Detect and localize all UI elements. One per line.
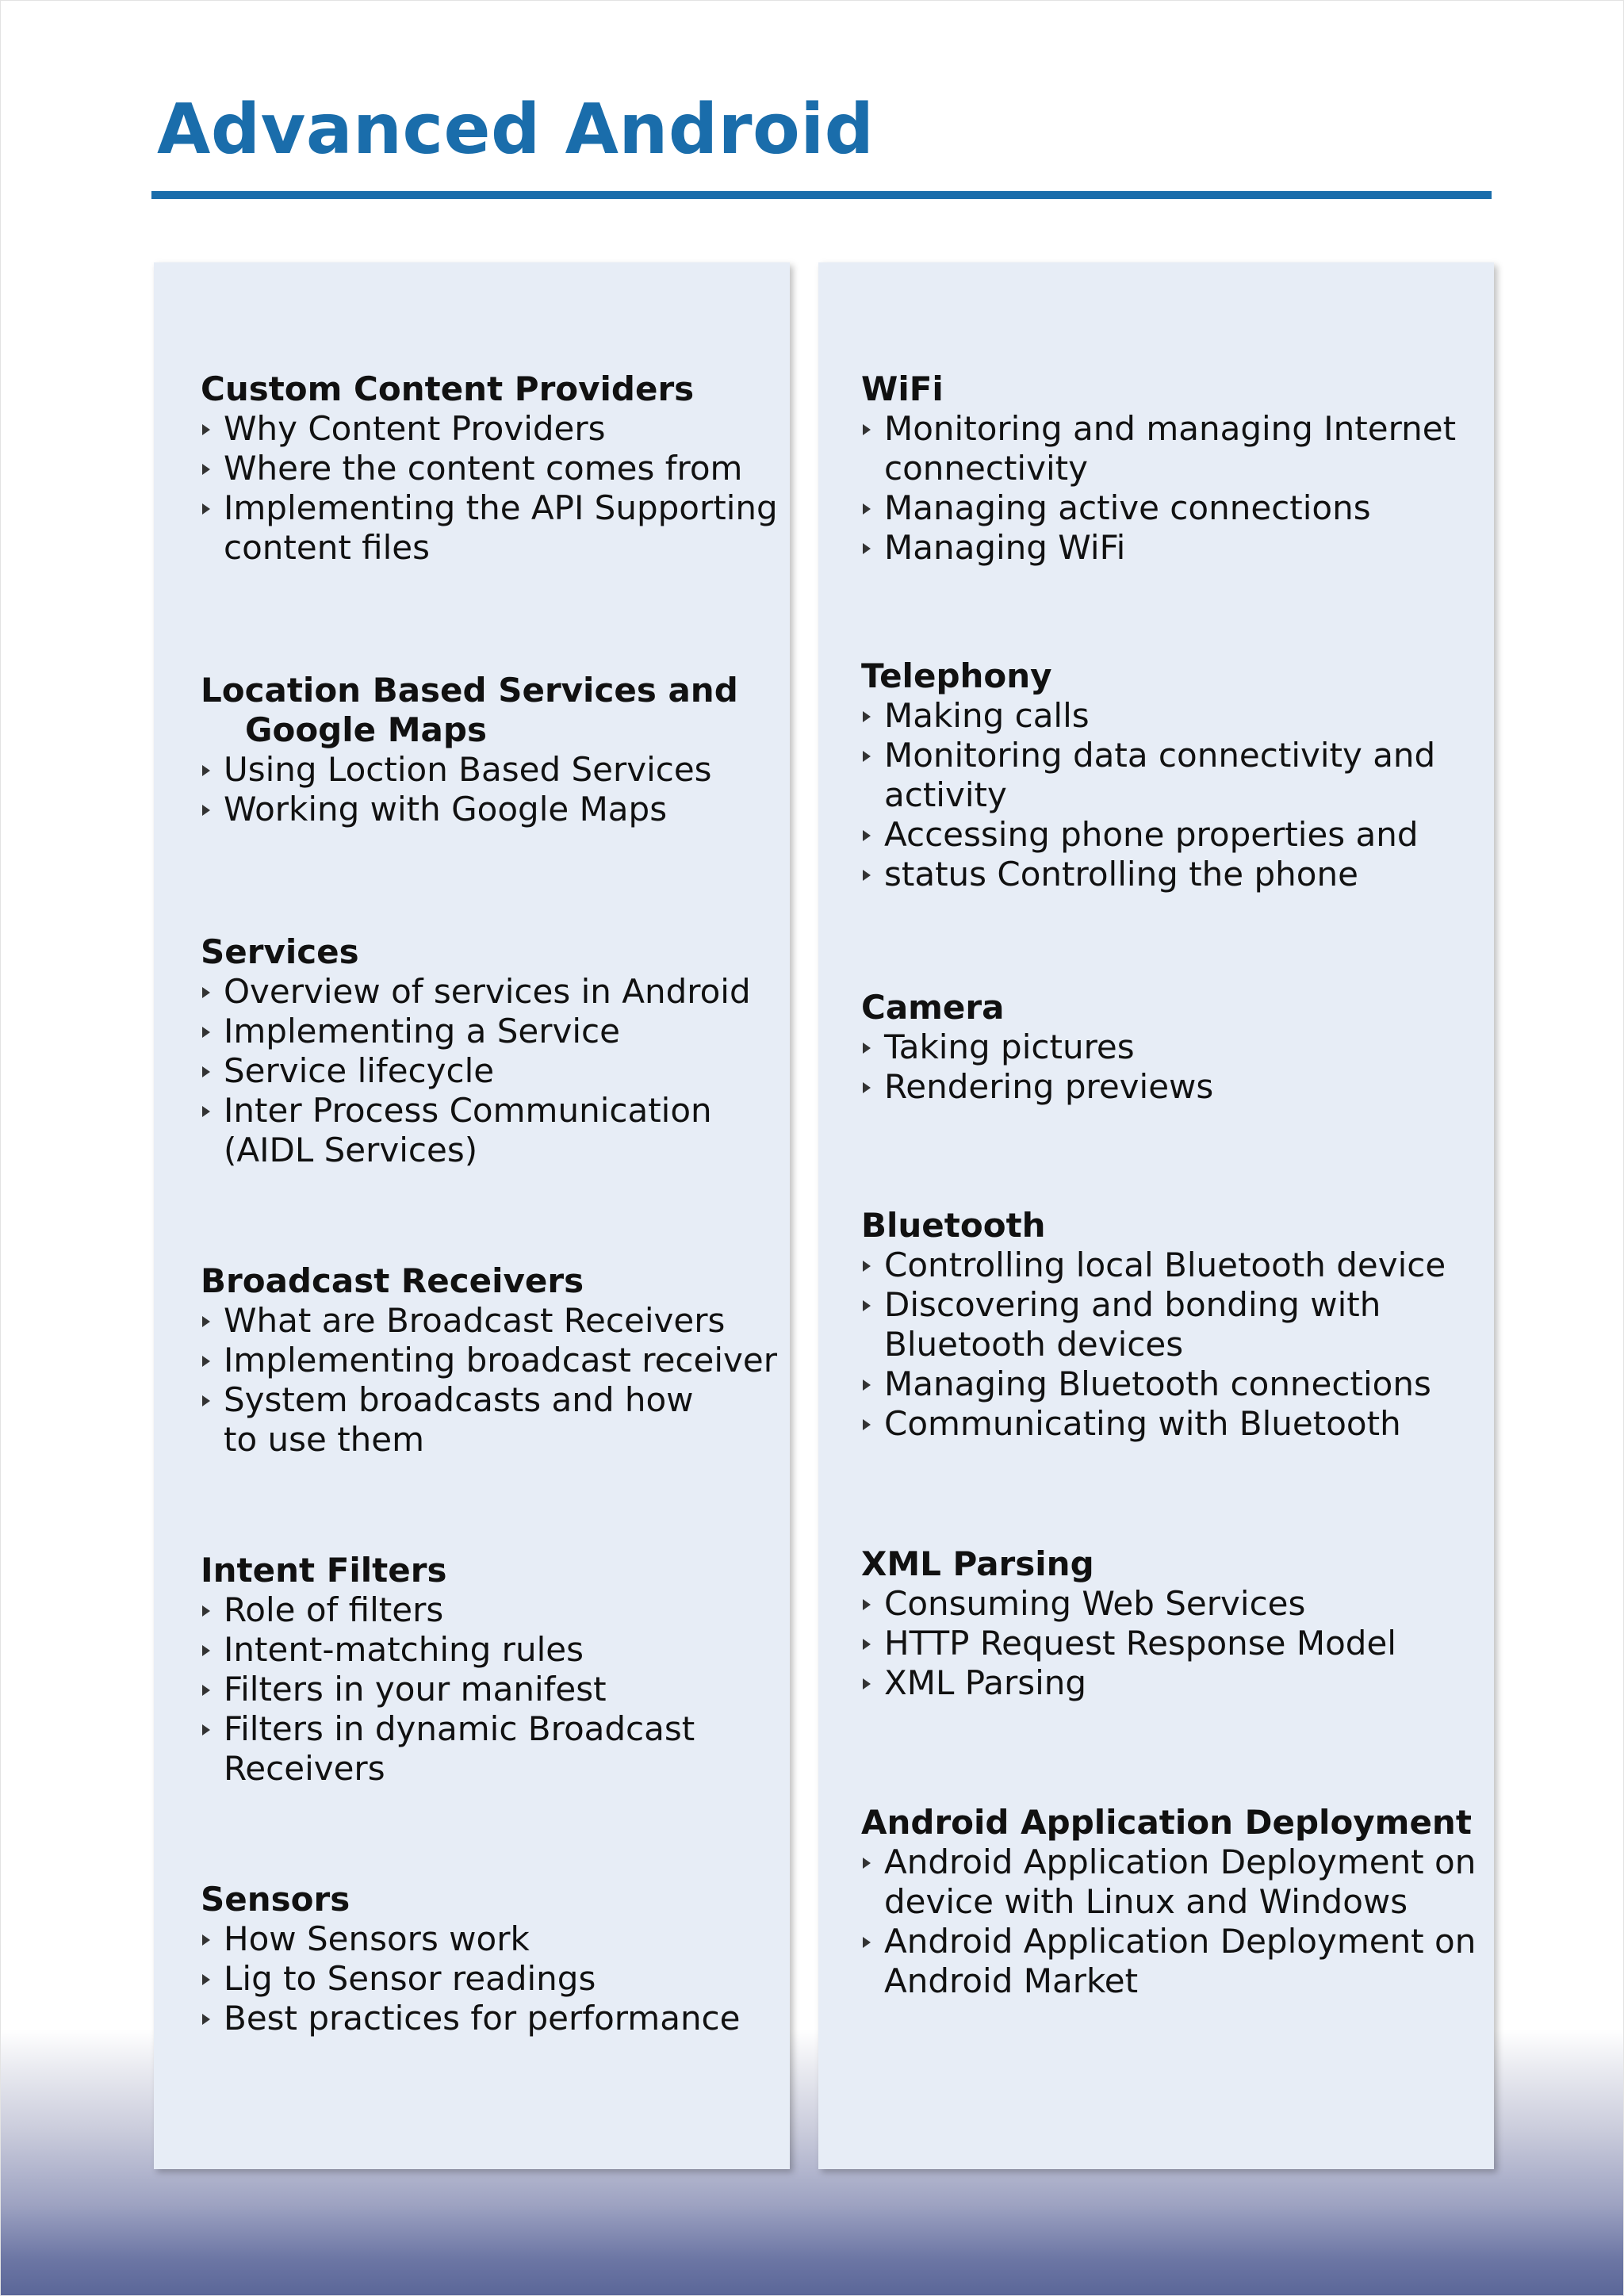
- section-heading: Android Application Deployment: [861, 1803, 1472, 1842]
- section-heading-line: Google Maps: [245, 710, 487, 749]
- bullet-list: [201, 1301, 782, 1460]
- section-heading: Custom Content Providers: [201, 369, 695, 408]
- section-xml-parsing: [861, 1544, 1486, 1703]
- section-android-application-deployment: [861, 1803, 1486, 2001]
- list-item: Implementing the API Supporting content files: [201, 488, 785, 568]
- bullet-list: [201, 750, 782, 829]
- section-heading: Services: [201, 932, 359, 971]
- list-item: status Controlling the phone: [861, 855, 1486, 894]
- list-item: Using Loction Based Services: [201, 750, 782, 790]
- left-column-panel: [154, 262, 790, 2169]
- section-custom-content-providers: [201, 369, 795, 568]
- list-item: How Sensors work: [201, 1919, 782, 1959]
- section-sensors: [201, 1880, 782, 2038]
- list-item: HTTP Request Response Model: [861, 1624, 1486, 1663]
- section-heading: Telephony: [861, 656, 1052, 695]
- list-item: Monitoring and managing Internet connectivity: [861, 409, 1487, 488]
- list-item: Communicating with Bluetooth: [861, 1404, 1486, 1444]
- section-bluetooth: [861, 1206, 1486, 1444]
- list-item: Android Application Deployment on device with Linux and Windows: [861, 1843, 1487, 1922]
- list-item: Implementing broadcast receiver: [201, 1341, 782, 1380]
- bullet-list: [861, 696, 1486, 894]
- bullet-list: [201, 972, 782, 1170]
- list-item: Working with Google Maps: [201, 790, 782, 829]
- bullet-list: [861, 1246, 1486, 1444]
- list-item: Making calls: [861, 696, 1486, 736]
- list-item: What are Broadcast Receivers: [201, 1301, 782, 1341]
- section-heading: Sensors: [201, 1880, 350, 1919]
- title-underline: [151, 191, 1492, 199]
- page-title: Advanced Android: [157, 89, 875, 170]
- section-intent-filters: [201, 1551, 782, 1789]
- bullet-list: [201, 409, 795, 568]
- list-item: Managing WiFi: [861, 528, 1486, 568]
- bullet-list: [861, 1843, 1486, 2001]
- list-item: XML Parsing: [861, 1663, 1486, 1703]
- section-broadcast-receivers: [201, 1261, 782, 1460]
- section-telephony: [861, 656, 1486, 894]
- list-item: Filters in dynamic Broadcast Receivers: [201, 1709, 731, 1789]
- section-services: [201, 932, 782, 1170]
- list-item: Monitoring data connectivity and activity: [861, 736, 1455, 815]
- list-item: Discovering and bonding with Bluetooth devices: [861, 1285, 1431, 1364]
- list-item: Accessing phone properties and: [861, 815, 1486, 855]
- list-item: Managing Bluetooth connections: [861, 1364, 1486, 1404]
- list-item: Controlling local Bluetooth device: [861, 1246, 1486, 1285]
- bullet-list: [201, 1590, 782, 1789]
- section-location-based-services: [201, 671, 782, 829]
- list-item: Android Application Deployment on Android Market: [861, 1922, 1487, 2001]
- list-item: Managing active connections: [861, 488, 1486, 528]
- section-heading: XML Parsing: [861, 1544, 1094, 1583]
- section-heading: Camera: [861, 988, 1005, 1027]
- list-item: Where the content comes from: [201, 449, 795, 488]
- bullet-list: [201, 1919, 782, 2038]
- list-item: Overview of services in Android: [201, 972, 782, 1012]
- list-item: Best practices for performance: [201, 1999, 782, 2038]
- list-item: Filters in your manifest: [201, 1670, 782, 1709]
- section-heading: [201, 671, 782, 750]
- bullet-list: [861, 1027, 1486, 1107]
- list-item: Consuming Web Services: [861, 1584, 1486, 1624]
- list-item: System broadcasts and how to use them: [201, 1380, 707, 1460]
- section-wifi: [861, 369, 1486, 568]
- section-heading: Bluetooth: [861, 1206, 1046, 1245]
- section-camera: [861, 988, 1486, 1107]
- list-item: Inter Process Communication (AIDL Services): [201, 1091, 731, 1170]
- list-item: Service lifecycle: [201, 1051, 782, 1091]
- list-item: Role of filters: [201, 1590, 782, 1630]
- list-item: Taking pictures: [861, 1027, 1486, 1067]
- right-column-panel: [818, 262, 1494, 2169]
- list-item: Implementing a Service: [201, 1012, 782, 1051]
- list-item: Why Content Providers: [201, 409, 795, 449]
- list-item: Lig to Sensor readings: [201, 1959, 782, 1999]
- section-heading: Intent Filters: [201, 1551, 447, 1590]
- list-item: Rendering previews: [861, 1067, 1486, 1107]
- list-item: Intent-matching rules: [201, 1630, 782, 1670]
- section-heading-line: Location Based Services and: [201, 671, 738, 710]
- section-heading: WiFi: [861, 369, 944, 408]
- bullet-list: [861, 409, 1486, 568]
- bullet-list: [861, 1584, 1486, 1703]
- section-heading: Broadcast Receivers: [201, 1261, 584, 1300]
